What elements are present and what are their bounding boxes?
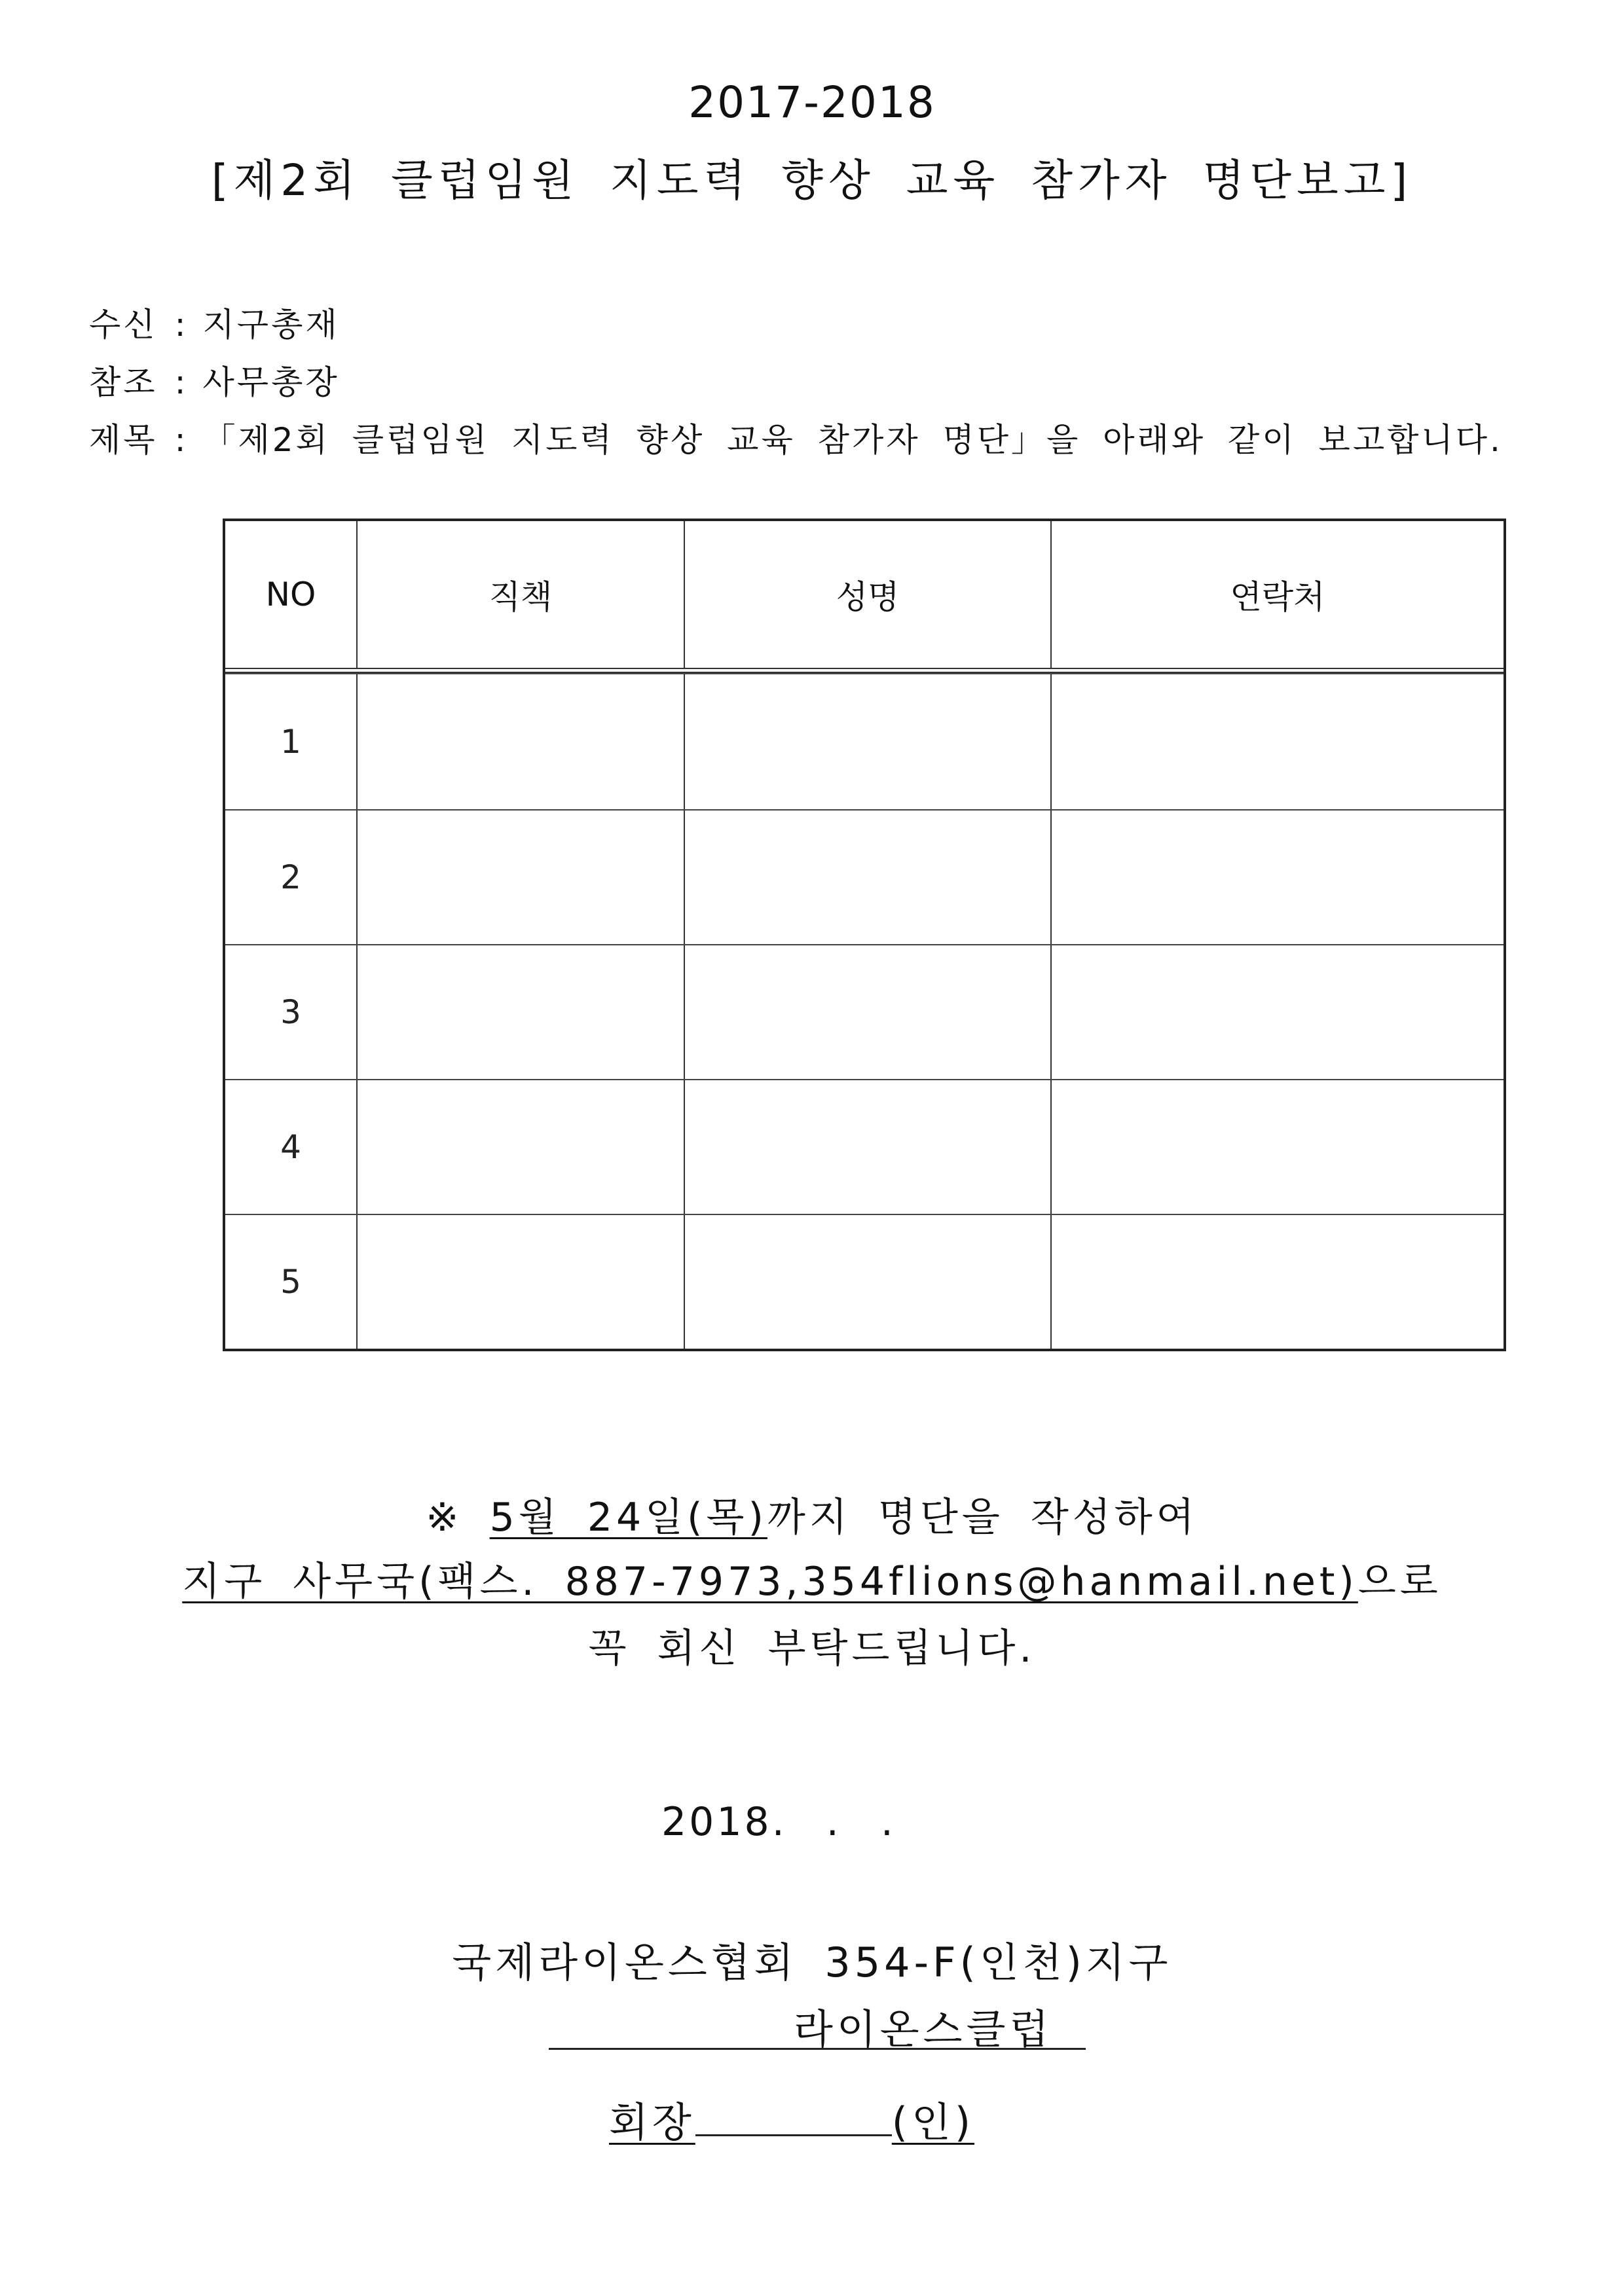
- date-dot-day: .: [880, 1799, 896, 1845]
- contact-cell[interactable]: [1050, 1080, 1504, 1214]
- notice-deadline-line: [0, 1486, 1624, 1542]
- document-year: 2017-2018: [688, 77, 936, 128]
- contact-cell[interactable]: [1050, 1215, 1504, 1349]
- position-cell[interactable]: [356, 674, 684, 809]
- reference-label: 참조: [89, 363, 158, 401]
- reference-line: [89, 356, 340, 403]
- subject-colon: :: [174, 421, 189, 459]
- president-name-blank[interactable]: [695, 2103, 892, 2136]
- row-number: 1: [280, 723, 301, 761]
- notice-mark: ※: [426, 1495, 463, 1540]
- date-dot-month: .: [826, 1799, 841, 1845]
- date-line: [661, 1799, 896, 1845]
- seal-label: (인): [891, 2098, 975, 2146]
- table-row: [225, 944, 1504, 1079]
- table-header-row: [225, 521, 1504, 668]
- recipient-line: [89, 299, 340, 346]
- subject-label: 제목: [89, 421, 158, 459]
- subject-line: [89, 414, 1503, 461]
- position-cell[interactable]: [356, 811, 684, 944]
- name-cell[interactable]: [684, 1215, 1050, 1349]
- participant-table: [223, 519, 1506, 1351]
- name-cell[interactable]: [684, 811, 1050, 944]
- contact-cell[interactable]: [1050, 674, 1504, 809]
- recipient-label: 수신: [89, 306, 158, 344]
- table-row: [225, 809, 1504, 944]
- recipient-value: 지구총재: [202, 306, 340, 344]
- notice-office-line: [0, 1550, 1624, 1607]
- contact-cell[interactable]: [1050, 811, 1504, 944]
- contact-cell[interactable]: [1050, 945, 1504, 1079]
- subject-value: 「제2회 클럽임원 지도력 향상 교육 참가자 명단」을 아래와 같이 보고합니다.: [202, 421, 1503, 459]
- recipient-colon: :: [174, 306, 189, 344]
- notice-line2-rest: 으로: [1357, 1559, 1442, 1605]
- row-number: 2: [280, 858, 301, 896]
- header-double-rule: [225, 668, 1504, 673]
- position-cell[interactable]: [356, 945, 684, 1079]
- row-number: 3: [280, 993, 301, 1031]
- date-year: 2018.: [661, 1799, 787, 1845]
- document-title: [제2회 클럽임원 지도력 향상 교육 참가자 명단보고]: [211, 155, 1413, 206]
- notice-deadline: 5월 24일(목): [489, 1495, 767, 1540]
- notice-request-line: 꼭 회신 부탁드립니다.: [588, 1626, 1036, 1671]
- row-number: 4: [280, 1128, 301, 1166]
- table-row: [225, 673, 1504, 809]
- position-cell[interactable]: [356, 1215, 684, 1349]
- reference-colon: :: [174, 363, 189, 401]
- signature-line: [609, 2090, 974, 2148]
- club-name-blank[interactable]: [549, 2048, 1086, 2050]
- name-cell[interactable]: [684, 674, 1050, 809]
- row-number: 5: [280, 1263, 301, 1301]
- notice-line1-rest: 까지 명단을 작성하여: [767, 1495, 1198, 1540]
- header-no: NO: [265, 575, 316, 613]
- name-cell[interactable]: [684, 945, 1050, 1079]
- name-cell[interactable]: [684, 1080, 1050, 1214]
- header-contact: 연락처: [1050, 521, 1504, 668]
- club-label: 라이온스클럽: [794, 2005, 1053, 2053]
- header-name: 성명: [684, 521, 1050, 668]
- table-row: [225, 1079, 1504, 1214]
- header-position: 직책: [356, 521, 684, 668]
- association-name: 국제라이온스협회 354-F(인천)지구: [452, 1939, 1172, 1986]
- reference-value: 사무총장: [202, 363, 340, 401]
- position-cell[interactable]: [356, 1080, 684, 1214]
- president-label: 회장: [609, 2098, 695, 2146]
- notice-office: 지구 사무국(팩스. 887-7973,354flions@hanmail.net): [182, 1559, 1358, 1605]
- table-row: [225, 1214, 1504, 1349]
